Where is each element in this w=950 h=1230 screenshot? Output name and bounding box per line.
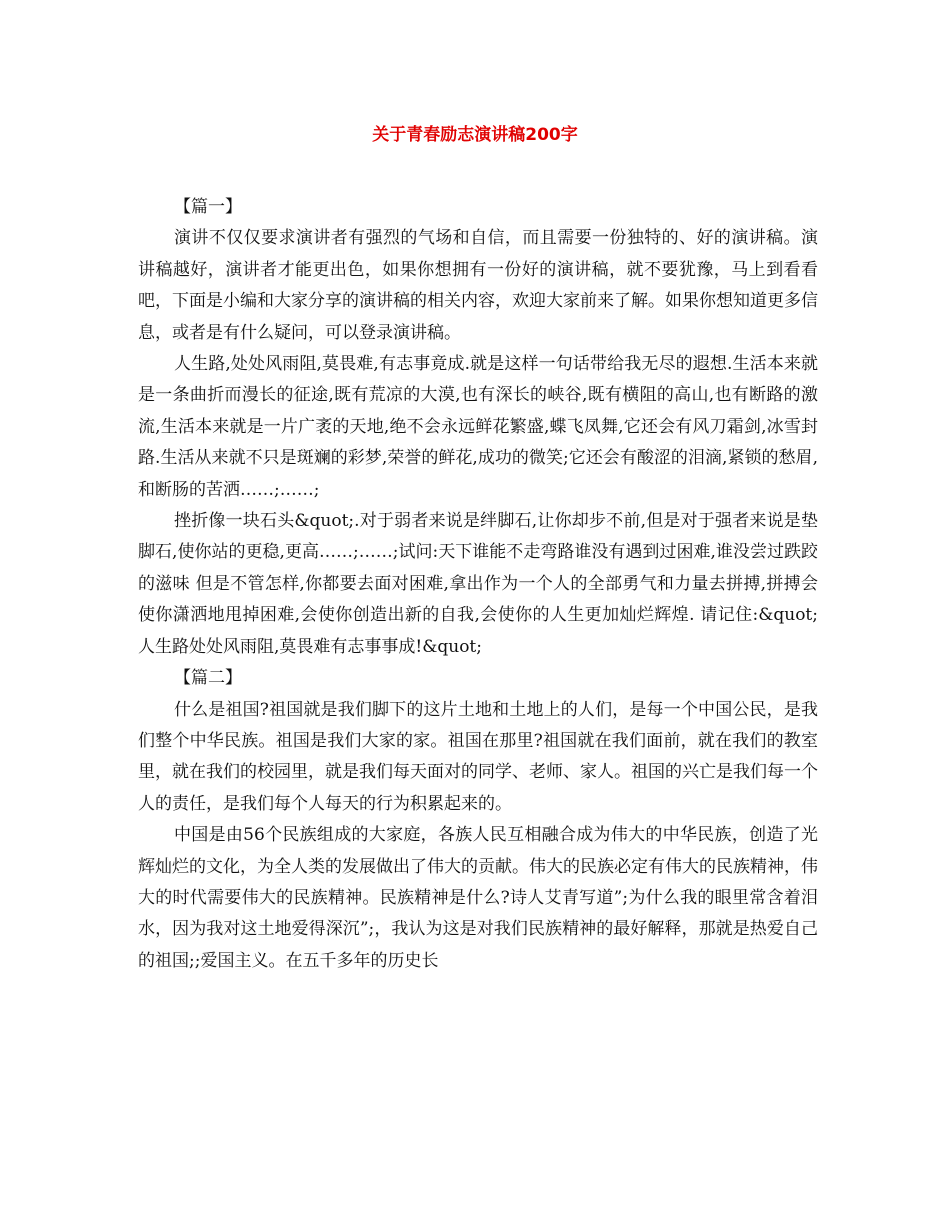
document-title: 关于青春励志演讲稿200字: [372, 125, 578, 145]
paragraph: 人生路,处处风雨阻,莫畏难,有志事竟成.就是这样一句话带给我无尽的遐想.生活本来就是一条曲折而漫长的征途,既有荒凉的大漠,也有深长的峡谷,既有横阻的高山,也有断路的激流,生活本来就是一片广袤的天地,绝不会永远鲜花繁盛,蝶飞凤舞,它还会有风刀霜剑,冰雪封路.生活从来就不只是斑斓的彩梦,荣誉的鲜花,成功的微笑;它还会有酸涩的泪滴,紧锁的愁眉,和断肠的苦洒……;……;: [138, 354, 818, 500]
document-body: [138, 192, 818, 977]
section-heading-1: 【篇一】: [174, 197, 242, 217]
paragraph: 挫折像一块石头&quot;.对于弱者来说是绊脚石,让你却步不前,但是对于强者来说是垫脚石,使你站的更稳,更高……;……;试问:天下谁能不走弯路谁没有遇到过困难,谁没尝过跌跤的滋味 但是不管怎样,你都要去面对困难,拿出作为一个人的全部勇气和力量去拼搏,拼搏会使你潇洒地甩掉困难,会使你创造出新的自我,会使你的人生更加灿烂辉煌. 请记住:&quot;人生路处处风雨阻,莫畏难有志事事成!&quot;: [138, 511, 818, 657]
paragraph: 什么是祖国?祖国就是我们脚下的这片土地和土地上的人们，是每一个中国公民，是我们整个中华民族。祖国是我们大家的家。祖国在那里?祖国就在我们面前，就在我们的教室里，就在我们的校园里，就是我们每天面对的同学、老师、家人。祖国的兴亡是我们每一个人的责任，是我们每个人每天的行为积累起来的。: [138, 699, 818, 814]
paragraph: 中国是由56个民族组成的大家庭，各族人民互相融合成为伟大的中华民族，创造了光辉灿烂的文化，为全人类的发展做出了伟大的贡献。伟大的民族必定有伟大的民族精神，伟大的时代需要伟大的民族精神。民族精神是什么?诗人艾青写道”;为什么我的眼里常含着泪水，因为我对这土地爱得深沉”;，我认为这是对我们民族精神的最好解释，那就是热爱自己的祖国;;爱国主义。在五千多年的历史长: [138, 825, 818, 971]
section-heading-2: 【篇二】: [174, 668, 242, 689]
paragraph: 演讲不仅仅要求演讲者有强烈的气场和自信，而且需要一份独特的、好的演讲稿。演讲稿越好，演讲者才能更出色，如果你想拥有一份好的演讲稿，就不要犹豫，马上到看看吧，下面是小编和大家分享的演讲稿的相关内容，欢迎大家前来了解。如果你想知道更多信息，或者是有什么疑问，可以登录演讲稿。: [138, 228, 818, 343]
